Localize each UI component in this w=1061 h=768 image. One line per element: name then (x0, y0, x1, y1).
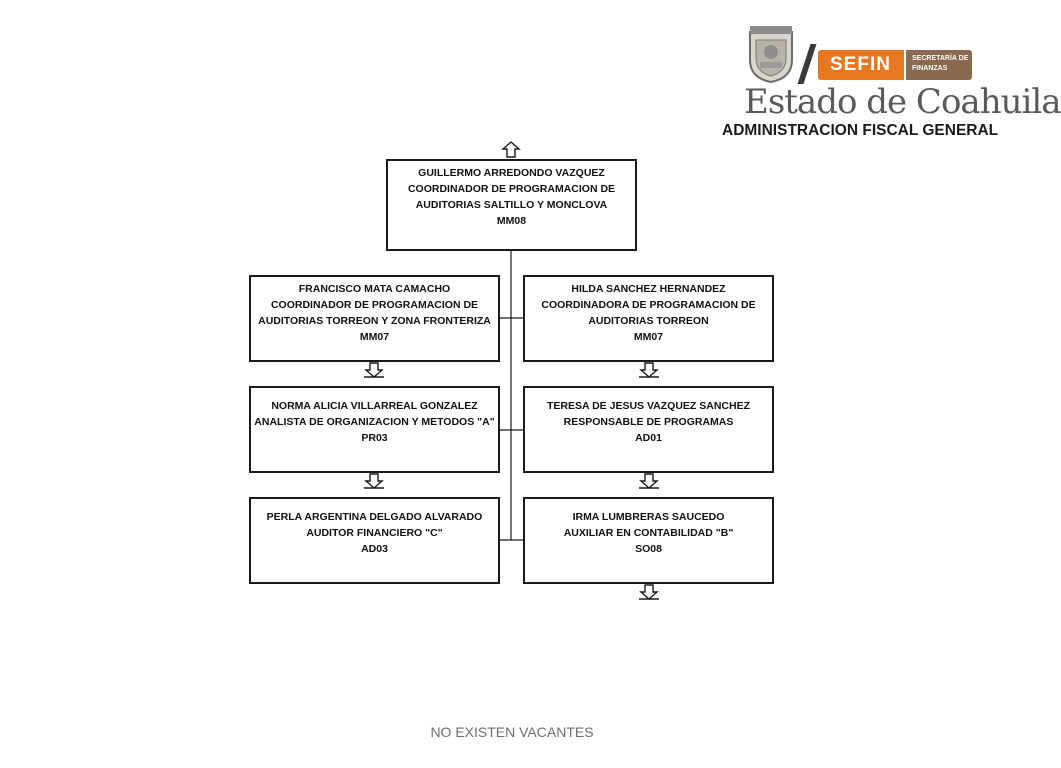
org-node-left-1 (249, 275, 500, 362)
down-arrow-icon (639, 474, 659, 488)
node-code: AD03 (361, 543, 388, 555)
down-arrow-icon (364, 474, 384, 488)
department-name: ADMINISTRACION FISCAL GENERAL (722, 122, 999, 139)
org-node-left-3 (249, 497, 500, 584)
org-node-right-1 (523, 275, 774, 362)
node-name: NORMA ALICIA VILLARREAL GONZALEZ (271, 400, 478, 412)
node-title: AUDITORIAS SALTILLO Y MONCLOVA (415, 199, 608, 211)
down-arrow-icon (639, 585, 659, 599)
node-title: AUDITOR FINANCIERO "C" (306, 527, 443, 539)
node-name: TERESA DE JESUS VAZQUEZ SANCHEZ (546, 400, 751, 412)
node-code: PR03 (361, 432, 388, 444)
org-node-right-2 (523, 386, 774, 473)
sefin-brand: SEFIN (830, 54, 891, 75)
node-code: AD01 (635, 432, 662, 444)
node-code: MM07 (359, 331, 390, 343)
node-title: COORDINADOR DE PROGRAMACION DE (407, 183, 616, 195)
vacancies-note: NO EXISTEN VACANTES (430, 724, 594, 740)
node-name: PERLA ARGENTINA DELGADO ALVARADO (266, 511, 483, 523)
node-name: IRMA LUMBRERAS SAUCEDO (572, 511, 725, 523)
node-title: AUDITORIAS TORREON Y ZONA FRONTERIZA (258, 315, 491, 327)
node-name: HILDA SANCHEZ HERNANDEZ (571, 283, 726, 295)
node-code: MM07 (633, 331, 664, 343)
down-arrow-icon (364, 363, 384, 377)
node-code: SO08 (635, 543, 662, 555)
org-node-left-2 (249, 386, 500, 473)
node-code: MM08 (496, 215, 527, 227)
org-node-right-3 (523, 497, 774, 584)
state-name: Estado de Coahuila (744, 82, 1061, 122)
node-name: GUILLERMO ARREDONDO VAZQUEZ (418, 167, 605, 179)
node-title: COORDINADOR DE PROGRAMACION DE (270, 299, 479, 311)
org-node-head (386, 159, 637, 251)
sefin-subtitle: SECRETARÍA DE FINANZAS (912, 55, 969, 72)
node-title: ANALISTA DE ORGANIZACION Y METODOS "A" (254, 416, 495, 428)
node-title: AUDITORIAS TORREON (588, 315, 709, 327)
node-title: COORDINADORA DE PROGRAMACION DE (541, 299, 756, 311)
up-arrow-icon (503, 142, 519, 157)
node-title: AUXILIAR EN CONTABILIDAD "B" (563, 527, 734, 539)
down-arrow-icon (639, 363, 659, 377)
node-title: RESPONSABLE DE PROGRAMAS (563, 416, 734, 428)
node-name: FRANCISCO MATA CAMACHO (298, 283, 451, 295)
